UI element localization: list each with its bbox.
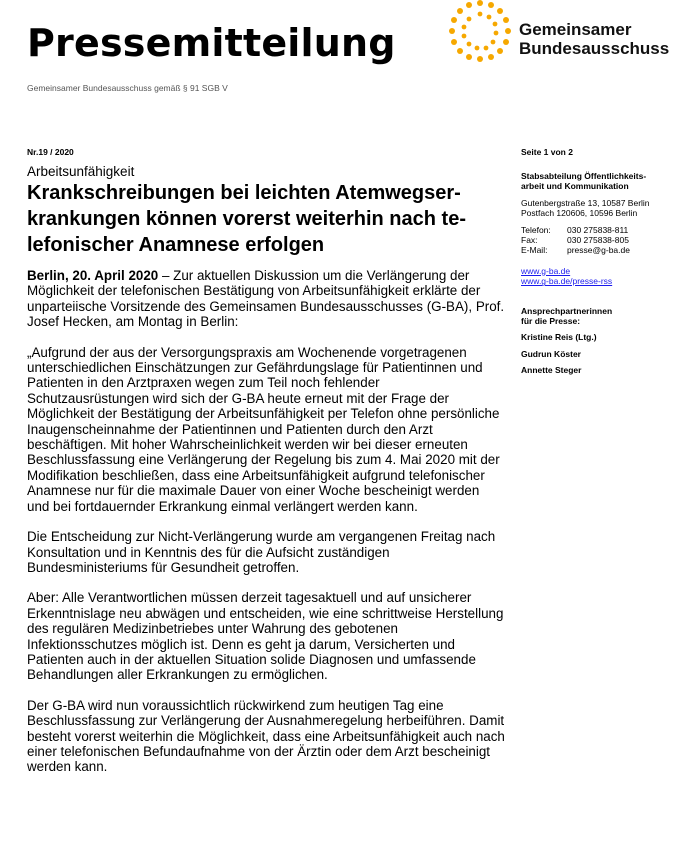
sun-logo-icon: [444, 0, 516, 64]
contact-name: Annette Steger: [521, 365, 582, 376]
email-label: E-Mail:: [521, 245, 548, 256]
body-paragraph: Der G-BA wird nun voraussichtlich rückwirkend zum heutigen Tag eine Beschlussfassung zur Verlängerung der Ausnahmeregelung herbeiführen. Damit besteht vorerst weiterhin die Möglichkeit, dass eine Arbeitsunfähigkeit auch nach einer telefonischen Befundaufnahme von der Ärztin oder dem Arzt bescheinigt werden kann.: [27, 697, 505, 775]
fax-number: 030 275838-805: [567, 235, 629, 246]
page-indicator: Seite 1 von 2: [521, 147, 573, 157]
dateline: Berlin, 20. April 2020: [27, 268, 159, 283]
lead-text: – Zur aktuellen Diskussion um die Verlängerung der Möglichkeit der telefonischen Bestätigung von Arbeitsunfähigkeit erklärte der unparteiische Vorsitzende des Gemeinsamen Bundesausschusses (G-BA), Prof. Josef Hecken, am Montag in Berlin:: [27, 268, 505, 330]
press-release-number: Nr.19 / 2020: [27, 147, 74, 157]
article-body: [27, 268, 505, 790]
address-line: Gutenbergstraße 13, 10587 Berlin: [521, 197, 650, 208]
department-name: [521, 171, 671, 192]
phone-number: 030 275838-811: [567, 224, 629, 235]
logo-line-2: Bundesausschuss: [519, 39, 670, 58]
email-row: [521, 245, 671, 255]
body-paragraph: Die Entscheidung zur Nicht-Verlängerung wurde am vergangenen Freitag nach Konsultation und in Kenntnis des für die Aufsicht zuständigen Bundesministeriums für Gesundheit getroffen.: [27, 529, 496, 575]
lead-paragraph: [27, 268, 505, 330]
phone-label: Telefon:: [521, 224, 551, 235]
document-title: Pressemitteilung: [27, 21, 396, 65]
phone-row: [521, 225, 671, 235]
body-paragraph: „Aufgrund der aus der Versorgungspraxis am Wochenende vorgetragenen unterschiedlichen Einschätzungen zur Gefährdungslage für Patientinnen und Patienten in den Arztpraxen wegen zum Teil noch fehlender Schutzausrüstungen wird sich der G-BA heute erneut mit der Frage der Möglichkeit der Bestätigung der Arbeitsunfähigkeit per Telefon ohne persönliche Inaugenscheinnahme der Patientinnen und Patienten durch den Arzt beschäftigen. Mit hoher Wahrscheinlichkeit werden wir bei dieser erneuten Beschlussfassung eine Verlängerung der Regelung bis zum 4. Mai 2020 mit der Modifikation beschließen, dass eine Arbeitsunfähigkeit aufgrund telefonischer Anamnese nur für die maximale Dauer von einer Woche bescheinigt werden und bei fortdauernder Erkrankung einmal verlängert werden kann.: [27, 344, 500, 514]
body-paragraph: Aber: Alle Verantwortlichen müssen derzeit tagesaktuell und auf unsicherer Erkenntnislage neu abwägen und entscheiden, wie eine schrittweise Herstellung des regulären Medizinbetriebes unter Wahrung des gebotenen Infektionsschutzes möglich ist. Denn es geht ja darum, Versicherten und Patienten auch in der aktuellen Situation solide Diagnosen und umfassende Behandlungen aller Erkrankungen zu ermöglichen.: [27, 590, 504, 683]
gba-logo: [444, 0, 674, 70]
department-line: Stabsabteilung Öffentlichkeits-: [521, 171, 647, 181]
email-address: presse@g-ba.de: [567, 245, 630, 256]
press-contacts-heading: [521, 306, 671, 327]
headline-line: Krankschreibungen bei leichten Atemwegser-: [27, 182, 461, 204]
contact-name: Kristine Reis (Ltg.): [521, 332, 597, 343]
article-category: Arbeitsunfähigkeit: [27, 164, 135, 179]
fax-label: Fax:: [521, 235, 538, 246]
address-line: Postfach 120606, 10596 Berlin: [521, 208, 638, 219]
logo-line-1: Gemeinsamer: [519, 20, 632, 39]
contacts-heading-line: Ansprechpartnerinnen: [521, 305, 613, 316]
contacts-heading-line: für die Presse:: [521, 316, 581, 327]
article-headline: [27, 180, 507, 258]
logo-wordmark: [519, 20, 669, 58]
contact-name: Gudrun Köster: [521, 348, 581, 359]
department-line: arbeit und Kommunikation: [521, 181, 629, 192]
document-subtitle: Gemeinsamer Bundesausschuss gemäß § 91 SGB V: [27, 83, 228, 93]
headline-line: lefonischer Anamnese erfolgen: [27, 234, 325, 256]
fax-row: [521, 235, 671, 245]
rss-link[interactable]: www.g-ba.de/presse-rss: [521, 276, 613, 287]
website-link[interactable]: www.g-ba.de: [521, 265, 571, 276]
contact-sidebar: [521, 171, 671, 376]
headline-line: krankungen können vorerst weiterhin nach te-: [27, 208, 466, 230]
